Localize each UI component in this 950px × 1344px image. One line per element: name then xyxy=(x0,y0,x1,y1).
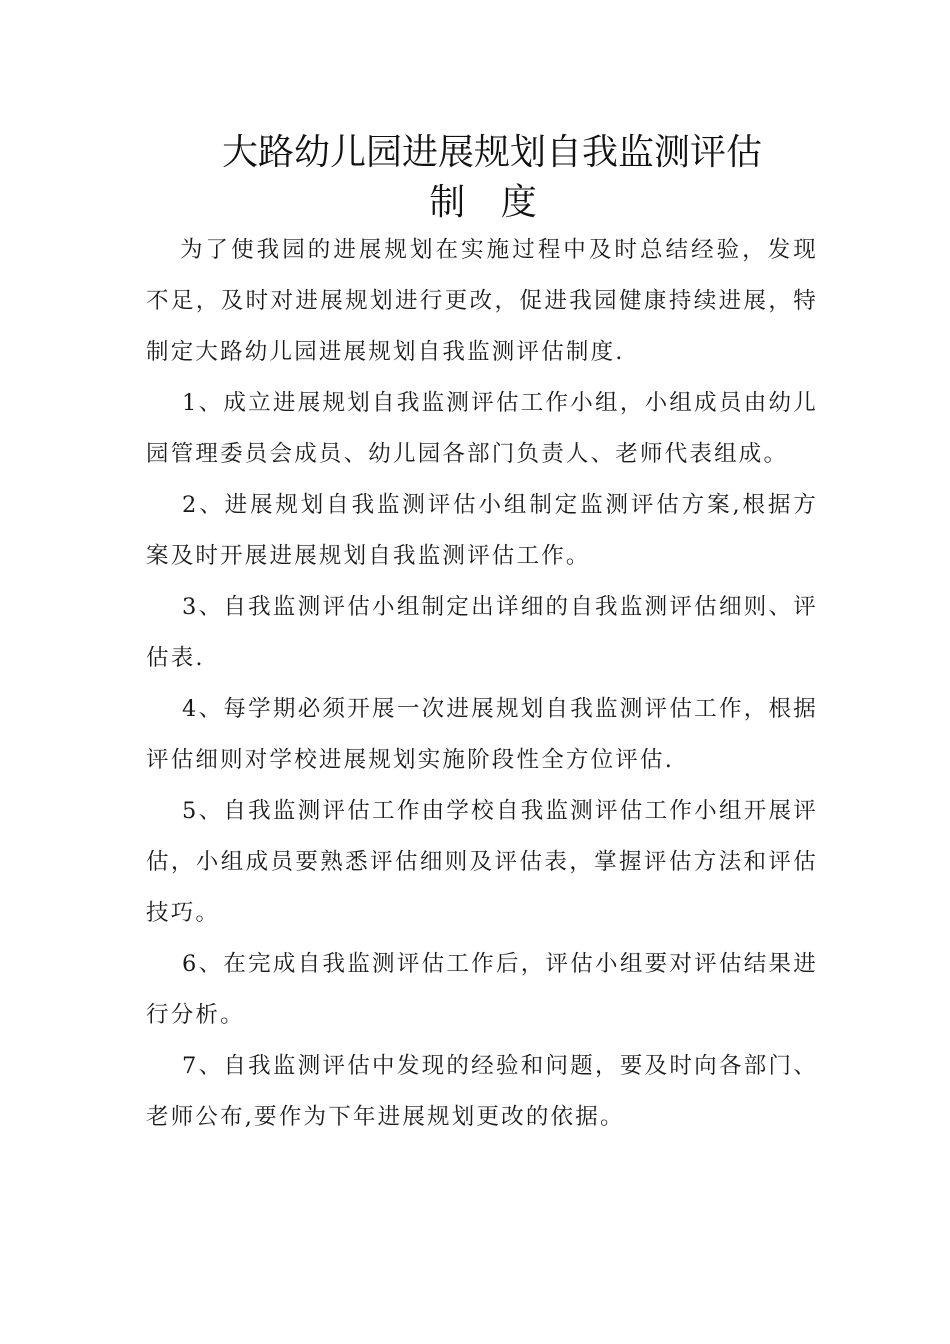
intro-paragraph: 为了使我园的进展规划在实施过程中及时总结经验，发现不足，及时对进展规划进行更改，促进我园健康持续进展，特制定大路幼儿园进展规划自我监测评估制度. xyxy=(146,237,818,365)
item-paragraph-7: 7、自我监测评估中发现的经验和问题，要及时向各部门、老师公布,要作为下年进展规划更改的依据。 xyxy=(146,1053,818,1130)
document-subtitle: 制 度 xyxy=(429,182,549,223)
document-body xyxy=(146,225,818,1143)
item-paragraph-4: 4、每学期必须开展一次进展规划自我监测评估工作，根据评估细则对学校进展规划实施阶段性全方位评估. xyxy=(146,696,818,773)
item-paragraph-5: 5、自我监测评估工作由学校自我监测评估工作小组开展评估，小组成员要熟悉评估细则及评估表，掌握评估方法和评估技巧。 xyxy=(146,798,818,926)
item-paragraph-6: 6、在完成自我监测评估工作后，评估小组要对评估结果进行分析。 xyxy=(146,951,818,1028)
document-title: 大路幼儿园进展规划自我监测评估 xyxy=(221,132,762,173)
item-paragraph-2: 2、进展规划自我监测评估小组制定监测评估方案,根据方案及时开展进展规划自我监测评估工作。 xyxy=(146,492,818,569)
item-paragraph-3: 3、自我监测评估小组制定出详细的自我监测评估细则、评估表. xyxy=(146,594,818,671)
item-paragraph-1: 1、成立进展规划自我监测评估工作小组，小组成员由幼儿园管理委员会成员、幼儿园各部门负责人、老师代表组成。 xyxy=(146,390,818,467)
